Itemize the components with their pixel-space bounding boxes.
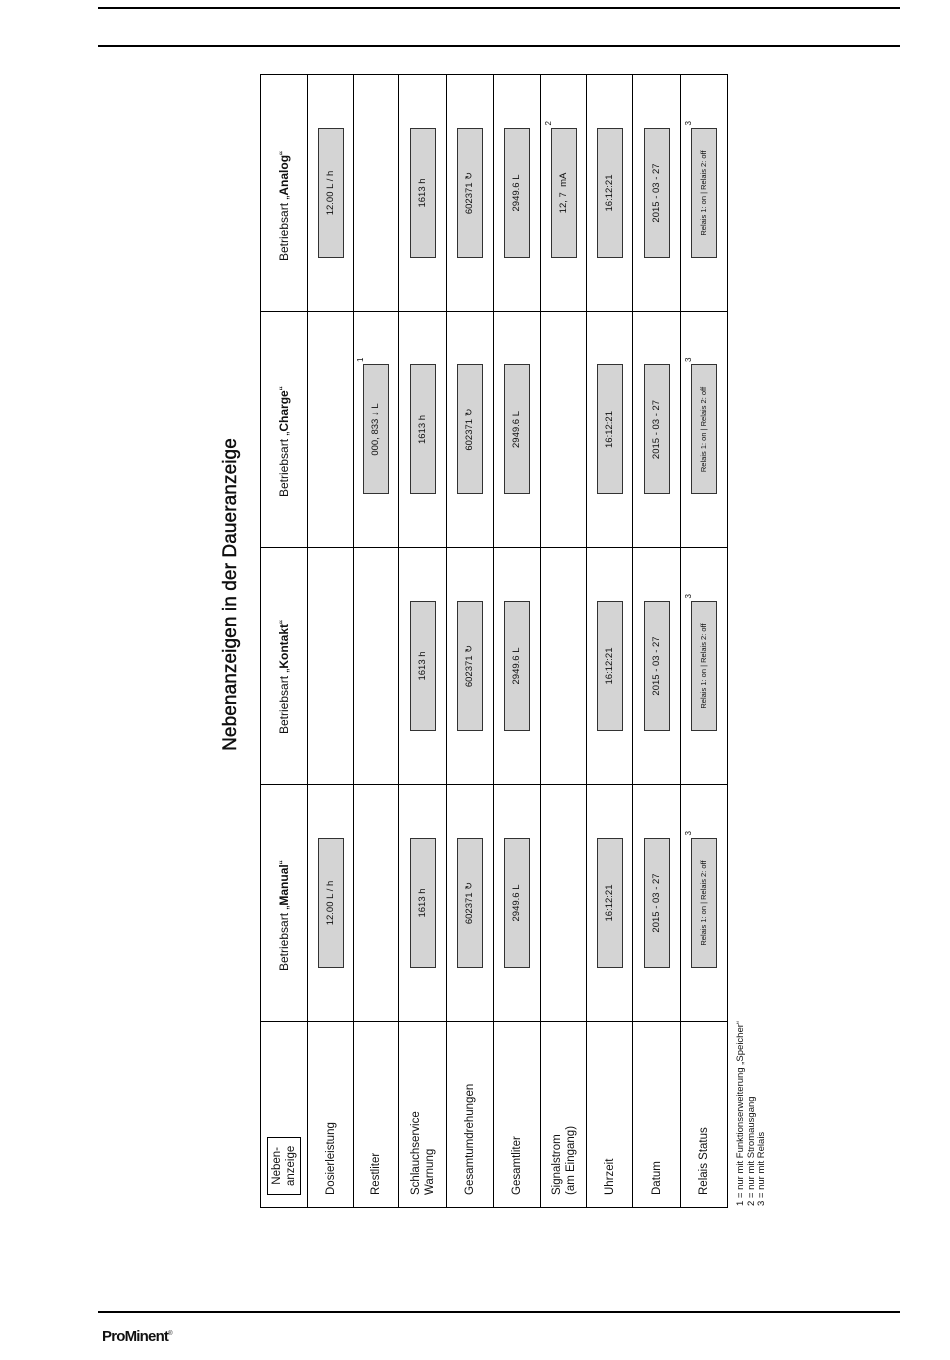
value-cell	[447, 785, 494, 1022]
display-value-text: 2949.6 L	[511, 647, 522, 685]
display-value-text: 602371 ↻	[464, 171, 475, 215]
value-cell	[399, 785, 447, 1022]
value-cell	[681, 548, 728, 785]
footnote: 1 = nur mit Funktionserweiterung „Speicher“	[735, 1020, 746, 1206]
table-row	[354, 75, 399, 1208]
display-value	[318, 838, 344, 968]
header-rule-top	[98, 7, 900, 9]
display-value-text: 1613 h	[416, 651, 428, 681]
footer-rule	[98, 1311, 900, 1313]
value-cell	[447, 75, 494, 312]
neben-anzeige-label: Neben- anzeige	[267, 1137, 301, 1195]
mode-header-prefix: Betriebsart „	[277, 195, 291, 261]
value-cell	[447, 548, 494, 785]
table-row	[681, 75, 728, 1208]
display-value	[684, 831, 717, 968]
display-value	[684, 121, 717, 258]
display-value-text: 602371 ↻	[464, 408, 475, 451]
value-cell	[308, 548, 354, 785]
mode-header-suffix: “	[277, 386, 291, 391]
value-cell	[633, 75, 681, 312]
value-cell	[494, 312, 541, 548]
display-value	[543, 121, 577, 258]
table-row	[494, 75, 541, 1208]
value-cell	[633, 785, 681, 1022]
value-cell	[447, 312, 494, 548]
logo-text: ProMinent	[102, 1328, 169, 1345]
row-label: Restliter	[354, 1022, 399, 1208]
display-value-text: 602371 ↻	[464, 881, 475, 925]
display-value	[504, 601, 530, 731]
mode-header-manual	[261, 785, 308, 1022]
header-row	[261, 75, 308, 1208]
display-value	[457, 838, 483, 968]
row-label: Signalstrom (am Eingang)	[541, 1022, 587, 1208]
footnote-marker: 2	[543, 121, 553, 126]
display-value-text: 000, 833 ↓ L	[370, 403, 381, 456]
mode-header-mode: Charge	[277, 390, 291, 432]
value-cell	[354, 312, 399, 548]
footnote-marker: 3	[684, 121, 693, 126]
display-value	[457, 601, 483, 731]
row-label: Relais Status	[681, 1022, 728, 1208]
value-cell	[681, 312, 728, 548]
display-value-text: 12.00 L / h	[324, 170, 336, 216]
value-cell	[587, 312, 633, 548]
value-cell	[354, 75, 399, 312]
mode-header-analog	[261, 75, 308, 312]
value-cell	[354, 785, 399, 1022]
table-row	[587, 75, 633, 1208]
row-label: Schlauchservice Warnung	[399, 1022, 447, 1208]
footnote: 2 = nur mit Stromausgang	[745, 1096, 757, 1206]
display-value	[457, 365, 483, 495]
display-value	[410, 838, 436, 968]
value-cell	[587, 785, 633, 1022]
display-value-text: 16:12:21	[603, 411, 615, 448]
display-value-text: 2015 - 03 - 27	[650, 636, 662, 696]
footnote: 3 = nur mit Relais	[756, 1131, 767, 1206]
display-value	[597, 365, 623, 495]
display-table	[260, 74, 728, 1208]
value-cell	[541, 312, 587, 548]
display-value	[504, 838, 530, 968]
value-cell	[308, 312, 354, 548]
value-cell	[308, 785, 354, 1022]
display-value	[644, 601, 670, 731]
display-value-text: 2015 - 03 - 27	[650, 163, 662, 223]
value-cell	[681, 785, 728, 1022]
footnote-marker: 3	[684, 831, 693, 836]
display-value	[644, 838, 670, 968]
display-value-text: 12, 7 mA	[557, 172, 569, 214]
value-cell	[494, 548, 541, 785]
display-value	[356, 357, 389, 495]
display-value-text: 1613 h	[416, 888, 428, 918]
display-value-text: Relais 1: on | Relais 2: off	[699, 386, 708, 473]
display-value-text: 16:12:21	[603, 884, 615, 922]
display-value-text: 1613 h	[416, 178, 428, 208]
row-label: Gesamtumdrehungen	[447, 1022, 494, 1208]
display-value-text: 2015 - 03 - 27	[650, 399, 662, 460]
mode-header-prefix: Betriebsart „	[277, 431, 291, 497]
value-cell	[541, 785, 587, 1022]
display-value	[504, 365, 530, 495]
display-value-text: Relais 1: on | Relais 2: off	[699, 623, 708, 709]
display-value	[504, 128, 530, 258]
display-value	[684, 594, 717, 731]
display-value	[457, 128, 483, 258]
value-cell	[541, 75, 587, 312]
mode-header-mode: Analog	[277, 154, 291, 196]
display-value	[684, 357, 717, 495]
table-row	[399, 75, 447, 1208]
display-value-text: 2949.6 L	[511, 884, 522, 922]
display-value-text: 2015 - 03 - 27	[650, 873, 662, 933]
display-value	[597, 601, 623, 731]
value-cell	[308, 75, 354, 312]
value-cell	[633, 312, 681, 548]
display-value-text: 602371 ↻	[464, 644, 475, 688]
mode-header-suffix: “	[277, 150, 291, 155]
table-row	[541, 75, 587, 1208]
mode-header-mode: Manual	[277, 864, 291, 906]
value-cell	[399, 75, 447, 312]
value-cell	[633, 548, 681, 785]
table-row	[308, 75, 354, 1208]
header-label-cell	[261, 1022, 308, 1208]
display-value	[410, 128, 436, 258]
value-cell	[494, 75, 541, 312]
value-cell	[399, 548, 447, 785]
table-row	[447, 75, 494, 1208]
table-row	[633, 75, 681, 1208]
mode-header-charge	[261, 312, 308, 548]
mode-header-prefix: Betriebsart „	[277, 668, 291, 734]
mode-header-prefix: Betriebsart „	[277, 905, 291, 971]
display-value-text: 16:12:21	[603, 174, 615, 212]
mode-header-kontakt	[261, 548, 308, 785]
display-value-text: 12.00 L / h	[324, 880, 336, 926]
display-value	[644, 128, 670, 258]
value-cell	[399, 312, 447, 548]
value-cell	[541, 548, 587, 785]
row-label: Uhrzeit	[587, 1022, 633, 1208]
footnotes	[736, 1021, 768, 1206]
display-value	[410, 601, 436, 731]
display-value	[597, 838, 623, 968]
display-value-text: Relais 1: on | Relais 2: off	[699, 860, 708, 946]
header-rule-bottom	[98, 45, 900, 47]
display-value	[597, 128, 623, 258]
display-value-text: 16:12:21	[603, 647, 615, 685]
logo-mark: ®	[168, 1331, 172, 1337]
display-value	[318, 128, 344, 258]
value-cell	[587, 75, 633, 312]
mode-header-suffix: “	[277, 860, 291, 865]
value-cell	[354, 548, 399, 785]
prominent-logo	[102, 1328, 172, 1345]
display-value-text: Relais 1: on | Relais 2: off	[699, 150, 708, 236]
rotated-content	[220, 75, 767, 1208]
row-label: Dosierleistung	[308, 1022, 354, 1208]
display-value-text: 2949.6 L	[511, 411, 522, 448]
footnote-marker: 1	[356, 357, 365, 362]
display-value	[410, 365, 436, 495]
row-label: Datum	[633, 1022, 681, 1208]
display-value-text: 1613 h	[416, 414, 428, 445]
page-title: Nebenanzeigen in der Daueranzeige	[220, 438, 241, 751]
value-cell	[587, 548, 633, 785]
display-value-text: 2949.6 L	[511, 174, 522, 212]
mode-header-mode: Kontakt	[277, 623, 291, 669]
value-cell	[494, 785, 541, 1022]
footnote-marker: 3	[684, 357, 693, 362]
value-cell	[681, 75, 728, 312]
mode-header-suffix: “	[277, 619, 291, 624]
row-label: Gesamtliter	[494, 1022, 541, 1208]
display-value	[644, 365, 670, 495]
footnote-marker: 3	[684, 594, 693, 599]
